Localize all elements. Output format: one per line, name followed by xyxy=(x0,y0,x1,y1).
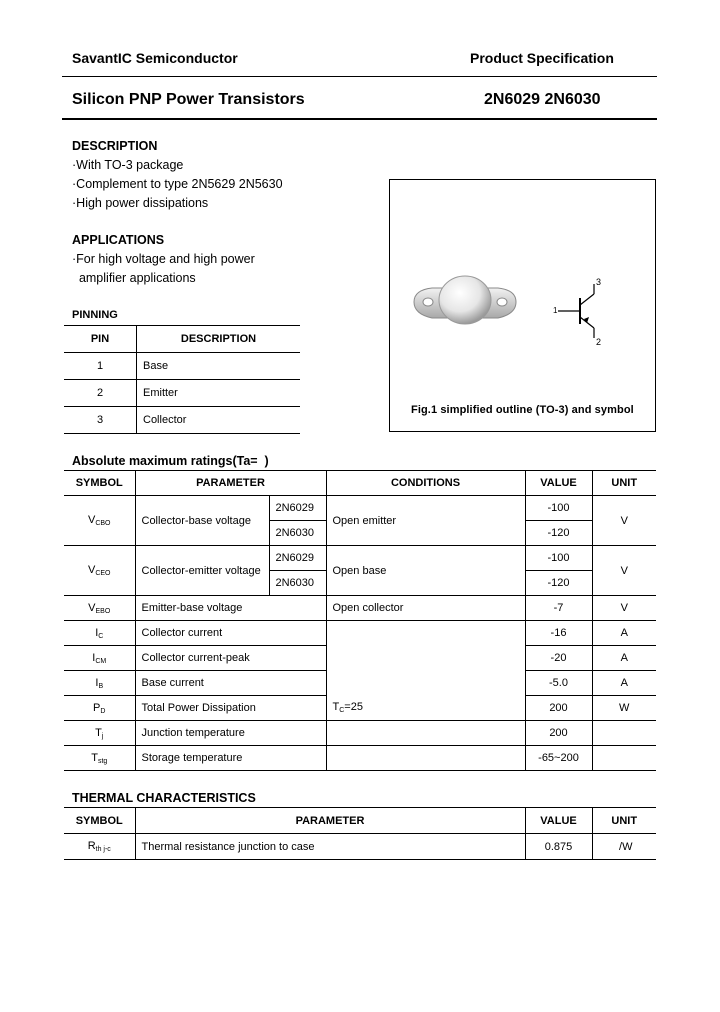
description-item: ·High power dissipations xyxy=(72,196,209,210)
symbol-pin2-label: 2 xyxy=(596,337,602,347)
parameter-cell: Thermal resistance junction to case xyxy=(135,834,525,860)
parameter-col-header: PARAMETER xyxy=(135,808,525,834)
parameter-cell: Collector-base voltage xyxy=(135,496,269,546)
header-rule xyxy=(62,76,657,77)
value-cell: 200 xyxy=(525,721,592,746)
unit-cell xyxy=(592,721,656,746)
parameter-cell: Total Power Dissipation xyxy=(135,696,326,721)
description-col-header: DESCRIPTION xyxy=(137,326,301,353)
pin-col-header: PIN xyxy=(64,326,137,353)
symbol-pin1-label: 1 xyxy=(553,306,558,315)
symbol-cell: $R_{th j-c}$ xyxy=(64,834,135,860)
value-cell: -5.0 xyxy=(525,671,592,696)
symbol-col-header: SYMBOL xyxy=(64,808,135,834)
table-row xyxy=(64,380,300,407)
table-row xyxy=(64,353,300,380)
value-cell: -16 xyxy=(525,621,592,646)
device-cell: 2N6030 xyxy=(269,521,326,546)
unit-col-header: UNIT xyxy=(592,808,656,834)
symbol-cell: $V_{EBO}$ xyxy=(64,596,135,621)
unit-cell: V xyxy=(592,596,656,621)
conditions-cell xyxy=(326,621,525,696)
symbol-cell: $V_{CEO}$ xyxy=(64,546,135,596)
conditions-cell: $T_C=25$ xyxy=(326,696,525,721)
figure-caption: Fig.1 simplified outline (TO-3) and symbol xyxy=(411,404,634,416)
symbol-pin3-label: 3 xyxy=(596,277,602,287)
conditions-cell: Open base xyxy=(326,546,525,596)
symbol-cell: $I_C$ xyxy=(64,621,135,646)
product-line: Silicon PNP Power Transistors xyxy=(72,91,305,108)
value-cell: -7 xyxy=(525,596,592,621)
pinning-table xyxy=(64,325,300,434)
conditions-col-header: CONDITIONS xyxy=(326,471,525,496)
thermal-heading: THERMAL CHARACTERISTICS xyxy=(72,791,256,805)
ratings-table xyxy=(64,470,656,771)
conditions-cell: Open emitter xyxy=(326,496,525,546)
unit-cell: A xyxy=(592,621,656,646)
description-item: ·Complement to type 2N5629 2N5630 xyxy=(72,177,283,191)
symbol-cell: $T_{stg}$ xyxy=(64,746,135,771)
pinning-header-row xyxy=(64,326,300,353)
thermal-header-row xyxy=(64,808,656,834)
value-cell: -20 xyxy=(525,646,592,671)
symbol-cell: $I_{CM}$ xyxy=(64,646,135,671)
unit-cell: A xyxy=(592,671,656,696)
description-heading: DESCRIPTION xyxy=(72,139,158,153)
pin-number: 1 xyxy=(64,353,137,380)
table-row xyxy=(64,696,656,721)
table-row xyxy=(64,721,656,746)
unit-cell: V xyxy=(592,496,656,546)
value-col-header: VALUE xyxy=(525,808,592,834)
pin-description: Base xyxy=(137,353,301,380)
parameter-cell: Base current xyxy=(135,671,326,696)
symbol-cell: $T_j$ xyxy=(64,721,135,746)
ratings-header-row xyxy=(64,471,656,496)
value-col-header: VALUE xyxy=(525,471,592,496)
conditions-cell xyxy=(326,746,525,771)
parameter-cell: Storage temperature xyxy=(135,746,326,771)
title-rule xyxy=(62,118,657,120)
parameter-col-header: PARAMETER xyxy=(135,471,326,496)
pin-description: Emitter xyxy=(137,380,301,407)
parameter-cell: Collector-emitter voltage xyxy=(135,546,269,596)
table-row xyxy=(64,407,300,434)
table-row xyxy=(64,746,656,771)
applications-item: amplifier applications xyxy=(72,271,196,285)
table-row xyxy=(64,546,656,571)
symbol-cell: $V_{CBO}$ xyxy=(64,496,135,546)
value-cell: -120 xyxy=(525,571,592,596)
table-row xyxy=(64,621,656,646)
unit-cell: A xyxy=(592,646,656,671)
company-name: SavantIC Semiconductor xyxy=(72,50,238,66)
to3-package-image xyxy=(410,268,520,340)
value-cell: 200 xyxy=(525,696,592,721)
applications-heading: APPLICATIONS xyxy=(72,233,165,247)
parameter-cell: Collector current xyxy=(135,621,326,646)
unit-cell xyxy=(592,746,656,771)
unit-cell: /W xyxy=(592,834,656,860)
value-cell: 0.875 xyxy=(525,834,592,860)
table-row xyxy=(64,834,656,860)
table-row xyxy=(64,596,656,621)
device-cell: 2N6030 xyxy=(269,571,326,596)
device-cell: 2N6029 xyxy=(269,546,326,571)
value-cell: -120 xyxy=(525,521,592,546)
parameter-cell: Emitter-base voltage xyxy=(135,596,326,621)
unit-cell: W xyxy=(592,696,656,721)
symbol-cell: $I_B$ xyxy=(64,671,135,696)
applications-item: ·For high voltage and high power xyxy=(72,252,255,266)
parameter-cell: Collector current-peak xyxy=(135,646,326,671)
symbol-col-header: SYMBOL xyxy=(64,471,135,496)
thermal-table xyxy=(64,807,656,860)
pin-number: 2 xyxy=(64,380,137,407)
device-cell: 2N6029 xyxy=(269,496,326,521)
symbol-cell: $P_D$ xyxy=(64,696,135,721)
pin-number: 3 xyxy=(64,407,137,434)
ratings-heading: Absolute maximum ratings(Ta= ) xyxy=(72,454,269,468)
unit-cell: V xyxy=(592,546,656,596)
value-cell: -100 xyxy=(525,546,592,571)
table-row xyxy=(64,496,656,521)
pin-description: Collector xyxy=(137,407,301,434)
value-cell: -65~200 xyxy=(525,746,592,771)
pinning-heading: PINNING xyxy=(72,309,118,321)
conditions-cell: Open collector xyxy=(326,596,525,621)
conditions-cell xyxy=(326,721,525,746)
parameter-cell: Junction temperature xyxy=(135,721,326,746)
part-numbers: 2N6029 2N6030 xyxy=(484,91,601,108)
description-item: ·With TO-3 package xyxy=(72,158,184,172)
unit-col-header: UNIT xyxy=(592,471,656,496)
doc-type: Product Specification xyxy=(470,50,614,66)
value-cell: -100 xyxy=(525,496,592,521)
